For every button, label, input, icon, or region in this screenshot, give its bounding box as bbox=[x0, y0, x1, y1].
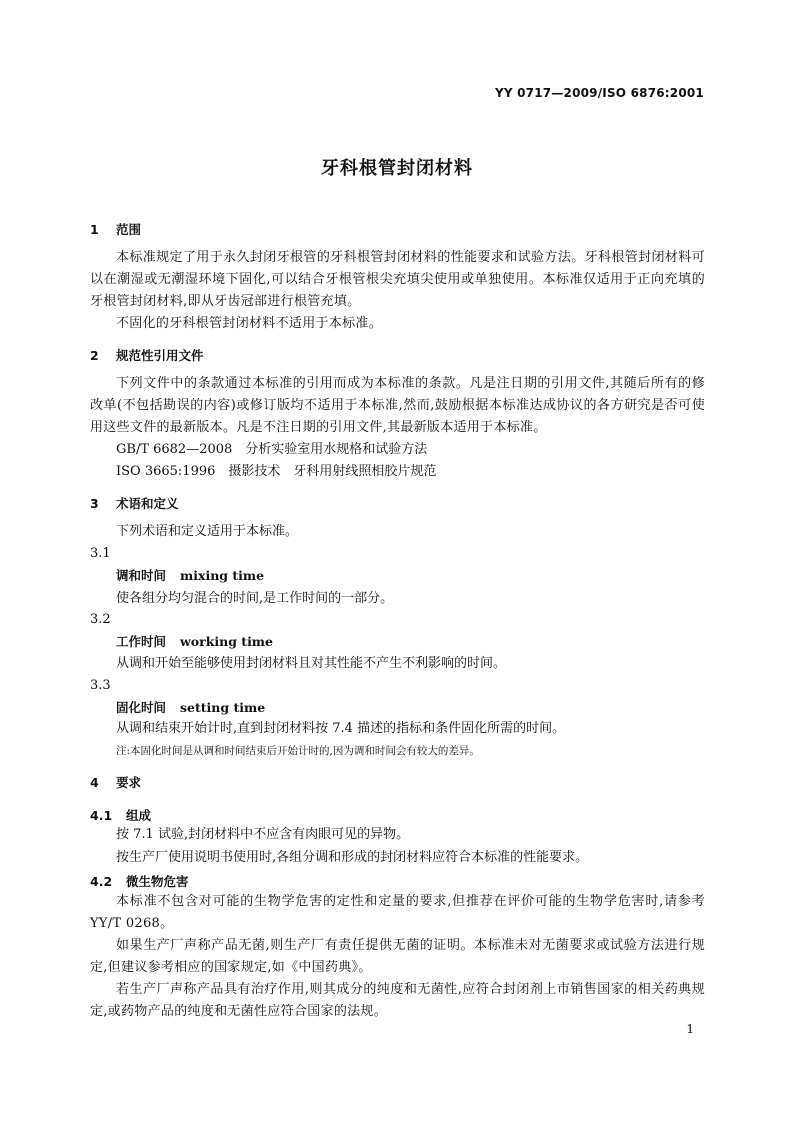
term-cn: 固化时间 bbox=[116, 700, 167, 715]
section-number: 1 bbox=[90, 222, 99, 237]
section-4-1-heading bbox=[90, 806, 151, 824]
section-4-2-heading bbox=[90, 872, 189, 890]
term-working-time bbox=[116, 632, 273, 650]
section-title: 微生物危害 bbox=[126, 874, 189, 889]
section-4-2-paragraph-1: 本标准不包含对可能的生物学危害的定性和定量的要求,但推荐在评价可能的生物学危害时,请参考 YY/T 0268。 bbox=[90, 894, 705, 931]
section-title: 组成 bbox=[126, 808, 152, 823]
term-cn: 调和时间 bbox=[116, 568, 167, 583]
term-3-2-number: 3.2 bbox=[90, 612, 111, 627]
section-4-2-paragraph-2: 如果生产厂声称产品无菌,则生产厂有责任提供无菌的证明。本标准未对无菌要求或试验方法进行规定,但建议参考相应的国家规定,如《中国药典》。 bbox=[90, 938, 705, 975]
term-3-3-note: 注:本固化时间是从调和时间结束后开始计时的,因为调和时间会有较大的差异。 bbox=[116, 745, 480, 757]
term-en: setting time bbox=[180, 700, 266, 715]
section-number: 4.1 bbox=[90, 808, 113, 823]
section-1-paragraph-2: 不固化的牙科根管封闭材料不适用于本标准。 bbox=[116, 316, 383, 331]
term-mixing-time bbox=[116, 566, 264, 584]
standard-code-header: YY 0717—2009/ISO 6876:2001 bbox=[494, 86, 704, 100]
section-number: 2 bbox=[90, 348, 99, 363]
term-3-3-definition: 从调和结束开始计时,直到封闭材料按 7.4 描述的指标和条件固化所需的时间。 bbox=[116, 721, 566, 736]
section-1-paragraph-1: 本标准规定了用于永久封闭牙根管的牙科根管封闭材料的性能要求和试验方法。牙科根管封闭材料可以在潮湿或无潮湿环境下固化,可以结合牙根管根尖充填尖使用或单独使用。本标准仅适用于正向充填的牙根管封闭材料,即从牙齿冠部进行根管充填。 bbox=[90, 250, 705, 309]
section-title: 要求 bbox=[116, 775, 142, 790]
section-1-heading bbox=[90, 220, 141, 238]
section-title: 术语和定义 bbox=[116, 496, 179, 511]
term-setting-time bbox=[116, 698, 265, 716]
term-3-1-number: 3.1 bbox=[90, 546, 111, 561]
section-2-paragraph-1: 下列文件中的条款通过本标准的引用而成为本标准的条款。凡是注日期的引用文件,其随后所有的修改单(不包括勘误的内容)或修订版均不适用于本标准,然而,鼓励根据本标准达成协议的各方研究是否可使用这些文件的最新版本。凡是不注日期的引用文件,其最新版本适用于本标准。 bbox=[90, 376, 705, 435]
section-4-1-paragraph-2: 按生产厂使用说明书使用时,各组分调和形成的封闭材料应符合本标准的性能要求。 bbox=[116, 850, 589, 865]
section-4-heading bbox=[90, 773, 141, 791]
term-cn: 工作时间 bbox=[116, 634, 167, 649]
section-title: 范围 bbox=[116, 222, 142, 237]
page-number: 1 bbox=[686, 1022, 694, 1036]
document-title: 牙科根管封闭材料 bbox=[321, 158, 473, 179]
term-en: working time bbox=[180, 634, 273, 649]
section-3-heading bbox=[90, 494, 179, 512]
section-4-2-paragraph-3: 若生产厂声称产品具有治疗作用,则其成分的纯度和无菌性,应符合封闭剂上市销售国家的相关药典规定,或药物产品的纯度和无菌性应符合国家的法规。 bbox=[90, 982, 705, 1019]
reference-gb-t-6682: GB/T 6682—2008 分析实验室用水规格和试验方法 bbox=[116, 442, 428, 457]
section-3-intro: 下列术语和定义适用于本标准。 bbox=[116, 524, 299, 539]
section-title: 规范性引用文件 bbox=[116, 348, 204, 363]
section-number: 4.2 bbox=[90, 874, 113, 889]
term-3-1-definition: 使各组分均匀混合的时间,是工作时间的一部分。 bbox=[116, 591, 394, 606]
reference-iso-3665: ISO 3665:1996 摄影技术 牙科用射线照相胶片规范 bbox=[116, 464, 437, 479]
term-3-3-number: 3.3 bbox=[90, 678, 111, 693]
section-4-1-paragraph-1: 按 7.1 试验,封闭材料中不应含有肉眼可见的异物。 bbox=[116, 827, 410, 842]
term-en: mixing time bbox=[180, 568, 265, 583]
section-number: 3 bbox=[90, 496, 99, 511]
section-2-heading bbox=[90, 346, 204, 364]
term-3-2-definition: 从调和开始至能够使用封闭材料且对其性能不产生不利影响的时间。 bbox=[116, 656, 507, 671]
section-number: 4 bbox=[90, 775, 99, 790]
